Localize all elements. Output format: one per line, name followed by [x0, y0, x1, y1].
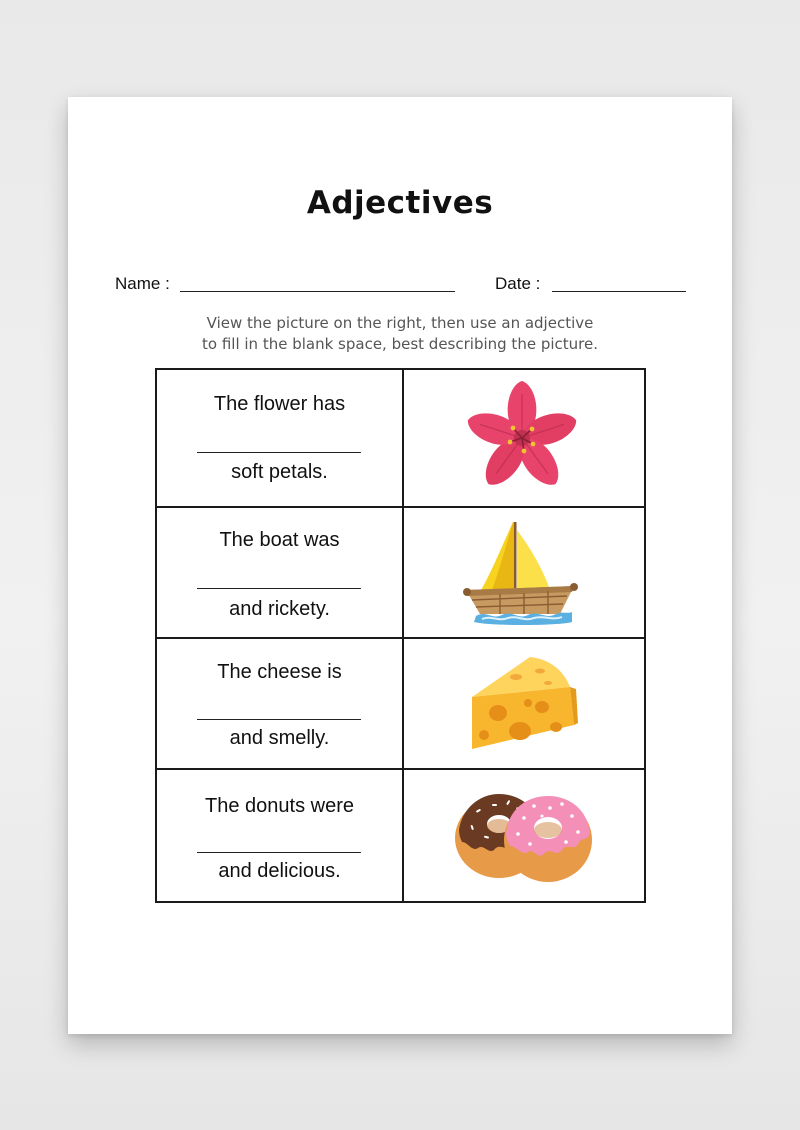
answer-blank[interactable]	[197, 588, 361, 589]
row-divider	[157, 506, 644, 508]
exercise-table	[155, 368, 646, 903]
row-divider	[157, 768, 644, 770]
name-blank[interactable]	[180, 291, 455, 292]
instructions	[68, 313, 732, 355]
sailboat-icon	[462, 516, 582, 628]
column-divider	[402, 370, 404, 901]
sentence-start: The flower has	[213, 393, 346, 415]
instructions-line: to fill in the blank space, best describing the picture.	[202, 335, 598, 353]
date-label: Date :	[495, 274, 541, 293]
cheese-icon	[464, 651, 582, 759]
sentence-end: and smelly.	[229, 727, 330, 749]
answer-blank[interactable]	[197, 452, 361, 453]
sentence-start: The cheese is	[217, 661, 342, 683]
answer-blank[interactable]	[197, 852, 361, 853]
date-blank[interactable]	[552, 291, 686, 292]
donuts-icon	[454, 780, 594, 886]
sentence-start: The donuts were	[205, 795, 354, 817]
sentence-end: and rickety.	[229, 598, 330, 620]
worksheet-title: Adjectives	[306, 185, 494, 221]
answer-blank[interactable]	[197, 719, 361, 720]
flower-icon	[462, 378, 582, 498]
sentence-start: The boat was	[219, 529, 340, 551]
sentence-end: soft petals.	[231, 461, 328, 483]
row-divider	[157, 637, 644, 639]
worksheet-page	[68, 97, 732, 1034]
sentence-end: and delicious.	[218, 860, 341, 882]
name-label: Name :	[115, 274, 170, 293]
instructions-line: View the picture on the right, then use an adjective	[206, 314, 594, 332]
